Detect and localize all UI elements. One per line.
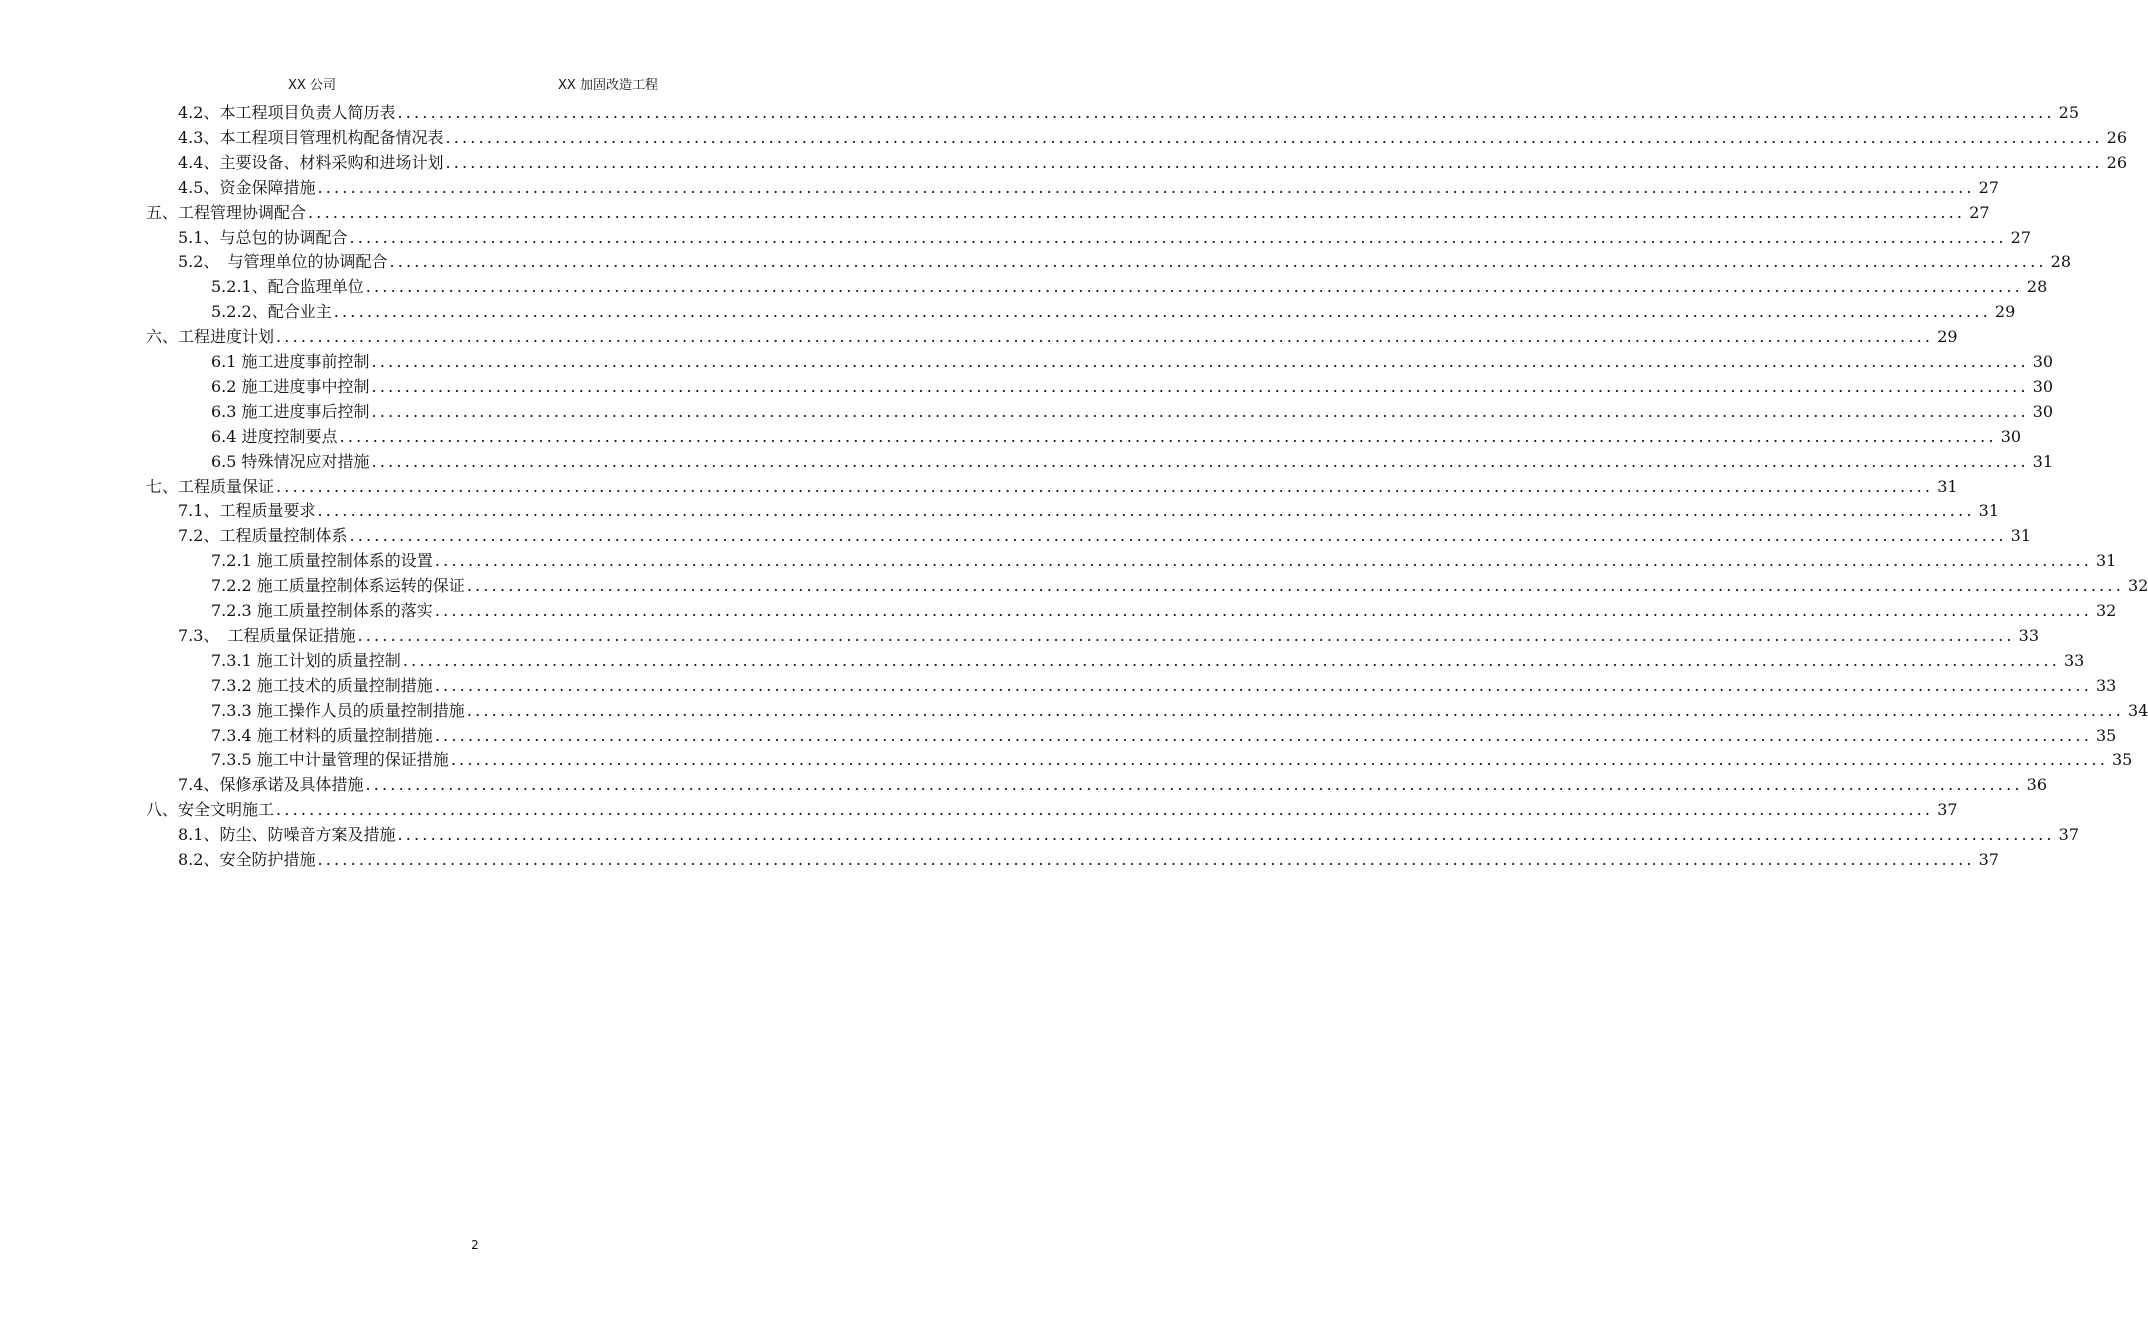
page-number: 2 <box>471 1238 479 1252</box>
toc-entry-page: 31 <box>1978 501 1999 521</box>
toc-entry[interactable] <box>146 322 1958 347</box>
toc-entry[interactable] <box>211 646 2085 671</box>
toc-entry-page: 30 <box>2032 376 2054 396</box>
toc-entry[interactable] <box>178 621 2039 646</box>
toc-entry-page: 35 <box>2112 750 2133 770</box>
toc-entry[interactable] <box>211 671 2117 696</box>
toc-entry-title: 7.3.3 施工操作人员的质量控制措施 <box>211 700 465 720</box>
toc-entry-title: 4.2、本工程项目负责人简历表 <box>178 103 396 122</box>
toc-leader-dots: ........................................................................................................................................................................................................ <box>466 576 2124 596</box>
toc-entry-title: 6.3 施工进度事后控制 <box>211 401 370 421</box>
toc-entry-page: 37 <box>1937 800 1958 820</box>
toc-entry-page: 25 <box>2058 103 2079 122</box>
page-header <box>0 74 950 94</box>
toc-leader-dots: ........................................................................................................................................................................................................ <box>466 700 2124 720</box>
toc-entry[interactable] <box>178 148 2127 173</box>
toc-entry-title: 8.2、安全防护措施 <box>178 850 316 869</box>
toc-entry-title: 4.4、主要设备、材料采购和进场计划 <box>178 152 444 172</box>
toc-leader-dots: ........................................................................................................................................................................................................ <box>434 675 2092 695</box>
toc-entry-title: 七、工程质量保证 <box>146 476 275 496</box>
toc-entry-title: 5.1、与总包的协调配合 <box>178 227 348 247</box>
toc-entry[interactable] <box>211 596 2117 621</box>
toc-entry[interactable] <box>178 223 2031 248</box>
toc-leader-dots: ........................................................................................................................................................................................................ <box>371 401 2029 421</box>
toc-entry[interactable] <box>211 745 2133 770</box>
toc-entry-page: 31 <box>2096 551 2117 571</box>
toc-leader-dots: ........................................................................................................................................................................................................ <box>397 103 2055 122</box>
toc-entry-title: 6.5 特殊情况应对措施 <box>211 451 370 471</box>
toc-entry-page: 32 <box>2128 576 2148 596</box>
toc-entry[interactable] <box>146 795 1958 820</box>
toc-leader-dots: ........................................................................................................................................................................................................ <box>276 476 1934 496</box>
toc-entry-page: 36 <box>2026 775 2047 795</box>
toc-entry[interactable] <box>178 173 1999 198</box>
toc-leader-dots: ........................................................................................................................................................................................................ <box>450 750 2108 770</box>
toc-leader-dots: ........................................................................................................................................................................................................ <box>371 451 2029 471</box>
toc-entry[interactable] <box>178 770 2047 795</box>
toc-entry-title: 7.3.2 施工技术的质量控制措施 <box>211 675 433 695</box>
toc-entry[interactable] <box>211 422 2022 447</box>
toc-entry-title: 7.3.1 施工计划的质量控制 <box>211 650 401 670</box>
toc-entry-title: 7.1、工程质量要求 <box>178 501 316 521</box>
toc-leader-dots: ........................................................................................................................................................................................................ <box>445 152 2103 172</box>
toc-entry[interactable] <box>211 721 2117 746</box>
toc-entry-title: 4.3、本工程项目管理机构配备情况表 <box>178 127 444 147</box>
toc-entry[interactable] <box>146 472 1958 497</box>
toc-entry[interactable] <box>211 272 2048 297</box>
toc-entry-page: 31 <box>1937 476 1958 496</box>
toc-entry-title: 5.2.1、配合监理单位 <box>211 277 364 297</box>
toc-entry-page: 29 <box>1994 302 2016 322</box>
toc-entry[interactable] <box>146 198 1990 223</box>
toc-leader-dots: ........................................................................................................................................................................................................ <box>434 725 2092 745</box>
toc-leader-dots: ........................................................................................................................................................................................................ <box>434 551 2092 571</box>
toc-entry[interactable] <box>211 347 2054 372</box>
toc-entry-title: 7.3.5 施工中计量管理的保证措施 <box>211 750 449 770</box>
toc-entry-title: 7.4、保修承诺及具体措施 <box>178 775 364 795</box>
toc-entry-page: 31 <box>2032 451 2054 471</box>
toc-leader-dots: ........................................................................................................................................................................................................ <box>357 625 2015 645</box>
toc-leader-dots: ........................................................................................................................................................................................................ <box>308 202 1966 222</box>
toc-leader-dots: ........................................................................................................................................................................................................ <box>333 302 1991 322</box>
toc-leader-dots: ........................................................................................................................................................................................................ <box>365 775 2023 795</box>
toc-entry[interactable] <box>211 447 2054 472</box>
toc-entry-title: 7.2、工程质量控制体系 <box>178 526 348 546</box>
toc-entry-title: 六、工程进度计划 <box>146 327 275 347</box>
toc-entry[interactable] <box>178 820 2079 845</box>
toc-entry-title: 7.3.4 施工材料的质量控制措施 <box>211 725 433 745</box>
toc-entry-page: 37 <box>1978 850 1999 869</box>
toc-entry-title: 4.5、资金保障措施 <box>178 177 316 197</box>
toc-entry-title: 7.2.3 施工质量控制体系的落实 <box>211 601 433 620</box>
toc-entry-page: 33 <box>2096 675 2117 695</box>
toc-leader-dots: ........................................................................................................................................................................................................ <box>371 376 2029 396</box>
toc-leader-dots: ........................................................................................................................................................................................................ <box>365 277 2023 297</box>
toc-entry[interactable] <box>178 496 1999 521</box>
toc-entry-page: 30 <box>2032 352 2054 371</box>
toc-entry-page: 33 <box>2064 650 2085 670</box>
toc-leader-dots: ........................................................................................................................................................................................................ <box>389 252 2047 272</box>
toc-leader-dots: ........................................................................................................................................................................................................ <box>402 650 2060 670</box>
toc-entry-title: 五、工程管理协调配合 <box>146 202 307 222</box>
header-company: XX 公司 <box>288 78 336 93</box>
toc-entry[interactable] <box>178 521 2031 546</box>
toc-entry-page: 34 <box>2128 700 2148 720</box>
toc-entry[interactable] <box>211 546 2117 571</box>
header-project: XX 加固改造工程 <box>558 78 658 93</box>
toc-entry-title: 7.2.2 施工质量控制体系运转的保证 <box>211 576 465 596</box>
toc-entry-title: 7.2.1 施工质量控制体系的设置 <box>211 551 433 571</box>
toc-entry-page: 28 <box>2050 252 2071 272</box>
toc-entry-title: 6.2 施工进度事中控制 <box>211 376 370 396</box>
toc-entry[interactable] <box>211 696 2148 721</box>
toc-leader-dots: ........................................................................................................................................................................................................ <box>339 426 1997 446</box>
toc-leader-dots: ........................................................................................................................................................................................................ <box>445 127 2103 147</box>
toc-leader-dots: ........................................................................................................................................................................................................ <box>349 227 2007 247</box>
toc-leader-dots: ........................................................................................................................................................................................................ <box>317 850 1975 869</box>
toc-entry-title: 5.2、 与管理单位的协调配合 <box>178 252 388 272</box>
toc-entry-page: 27 <box>1969 202 1990 222</box>
toc-entry-page: 32 <box>2096 601 2117 620</box>
toc-entry[interactable] <box>211 372 2054 397</box>
toc-entry-page: 29 <box>1937 327 1958 347</box>
toc-entry-title: 5.2.2、配合业主 <box>211 302 332 322</box>
toc-entry-page: 28 <box>2026 277 2048 297</box>
toc-entry-title: 8.1、防尘、防噪音方案及措施 <box>178 825 396 845</box>
toc-entry[interactable] <box>211 571 2148 596</box>
toc-entry-page: 37 <box>2058 825 2079 845</box>
toc-entry[interactable] <box>211 397 2054 422</box>
toc-entry[interactable] <box>178 98 2079 123</box>
toc-entry[interactable] <box>178 123 2127 148</box>
toc-leader-dots: ........................................................................................................................................................................................................ <box>276 327 1934 347</box>
toc-leader-dots: ........................................................................................................................................................................................................ <box>349 526 2007 546</box>
toc-entry-page: 30 <box>2032 401 2054 421</box>
toc-entry-page: 30 <box>2000 426 2022 446</box>
toc-entry[interactable] <box>178 845 1999 870</box>
toc-entry[interactable] <box>178 247 2071 272</box>
toc-leader-dots: ........................................................................................................................................................................................................ <box>434 601 2092 620</box>
toc-entry-page: 27 <box>1978 177 1999 197</box>
toc-leader-dots: ........................................................................................................................................................................................................ <box>276 800 1934 820</box>
toc-leader-dots: ........................................................................................................................................................................................................ <box>317 177 1975 197</box>
toc-entry-page: 27 <box>2010 227 2031 247</box>
toc-entry-title: 6.4 进度控制要点 <box>211 426 338 446</box>
toc-entry-page: 31 <box>2010 526 2031 546</box>
toc-entry[interactable] <box>211 297 2016 322</box>
toc-entry-title: 6.1 施工进度事前控制 <box>211 352 370 371</box>
toc-entry-title: 八、安全文明施工 <box>146 800 275 820</box>
toc-leader-dots: ........................................................................................................................................................................................................ <box>317 501 1975 521</box>
toc-entry-page: 33 <box>2018 625 2039 645</box>
toc-entry-title: 7.3、 工程质量保证措施 <box>178 625 356 645</box>
toc-leader-dots: ........................................................................................................................................................................................................ <box>397 825 2055 845</box>
toc-entry-page: 26 <box>2106 127 2127 147</box>
toc-leader-dots: ........................................................................................................................................................................................................ <box>371 352 2029 371</box>
toc-entry-page: 26 <box>2106 152 2127 172</box>
toc-entry-page: 35 <box>2096 725 2117 745</box>
